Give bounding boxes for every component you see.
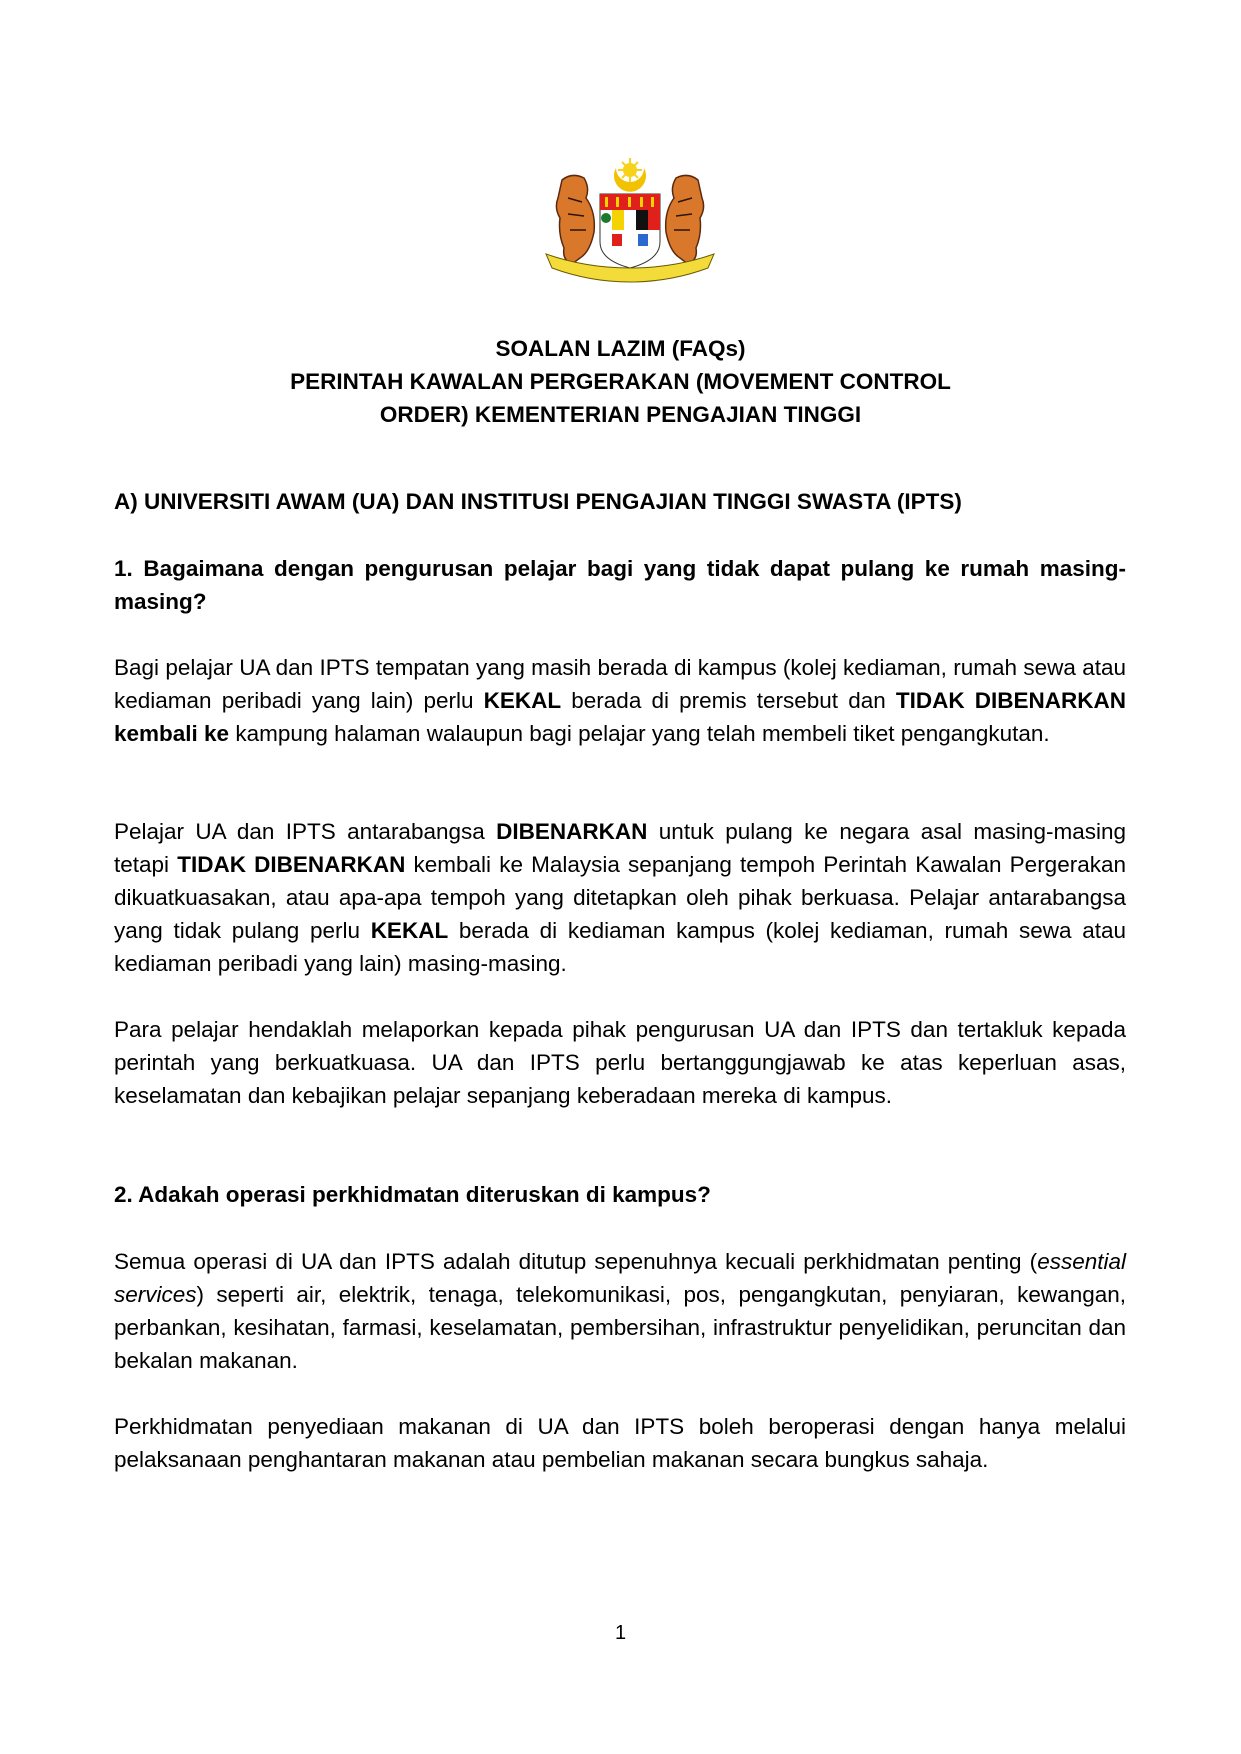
faq-2-paragraph-2: Perkhidmatan penyediaan makanan di UA dan IPTS boleh beroperasi dengan hanya melalui pelaksanaan penghantaran makanan atau pembelian makanan secara bungkus sahaja. <box>114 1414 1126 1472</box>
faq-1-paragraph-1: Bagi pelajar UA dan IPTS tempatan yang masih berada di kampus (kolej kediaman, rumah sewa atau kediaman peribadi yang lain) perlu KEKAL berada di premis tersebut dan TIDAK DIBENARKAN kembali ke kampung halaman walaupun bagi pelajar yang telah membeli tiket pengangkutan. <box>114 655 1126 746</box>
malaysia-coat-of-arms-icon <box>542 158 718 288</box>
title-line: SOALAN LAZIM (FAQs) <box>495 336 746 361</box>
page-number: 1 <box>614 1622 627 1644</box>
faq-1-paragraph-2: Pelajar UA dan IPTS antarabangsa DIBENARKAN untuk pulang ke negara asal masing-masing tetapi TIDAK DIBENARKAN kembali ke Malaysia sepanjang tempoh Perintah Kawalan Pergerakan dikuatkuasakan, atau apa-apa tempoh yang ditetapkan oleh pihak berkuasa. Pelajar antarabangsa yang tidak pulang perlu KEKAL berada di kediaman kampus (kolej kediaman, rumah sewa atau kediaman peribadi yang lain) masing-masing. <box>114 819 1126 976</box>
section-heading: A) UNIVERSITI AWAM (UA) DAN INSTITUSI PENGAJIAN TINGGI SWASTA (IPTS) <box>114 489 962 514</box>
faq-question-2: 2. Adakah operasi perkhidmatan diteruskan di kampus? <box>114 1182 711 1207</box>
title-line: ORDER) KEMENTERIAN PENGAJIAN TINGGI <box>379 402 862 427</box>
faq-question-1: 1. Bagaimana dengan pengurusan pelajar bagi yang tidak dapat pulang ke rumah masing- masing? <box>114 556 1126 614</box>
faq-1-paragraph-3: Para pelajar hendaklah melaporkan kepada pihak pengurusan UA dan IPTS dan tertakluk kepada perintah yang berkuatkuasa. UA dan IPTS perlu bertanggungjawab ke atas keperluan asas, keselamatan dan kebajikan pelajar sepanjang keberadaan mereka di kampus. <box>114 1017 1126 1108</box>
faq-2-paragraph-1: Semua operasi di UA dan IPTS adalah ditutup sepenuhnya kecuali perkhidmatan penting (essential services) seperti air, elektrik, tenaga, telekomunikasi, pos, pengangkutan, penyiaran, kewangan, perbankan, kesihatan, farmasi, keselamatan, pembersihan, infrastruktur penyelidikan, peruncitan dan bekalan makanan. <box>114 1249 1126 1373</box>
title-line: PERINTAH KAWALAN PERGERAKAN (MOVEMENT CONTROL <box>290 369 951 394</box>
document-title <box>0 332 1241 431</box>
